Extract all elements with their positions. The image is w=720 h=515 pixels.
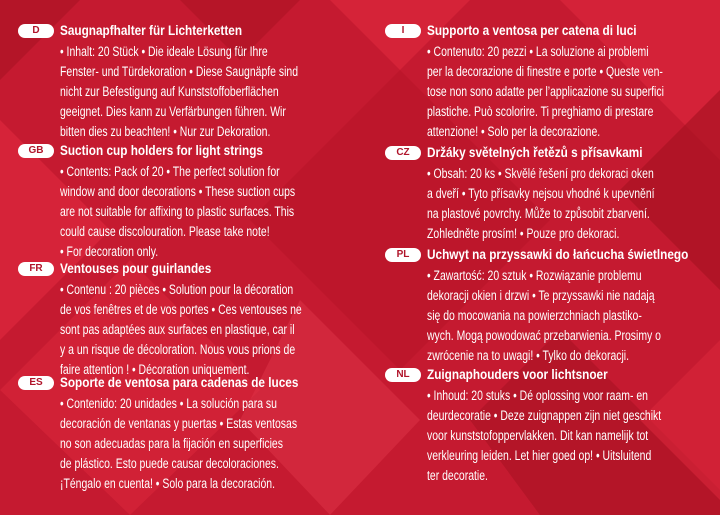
section-title: Zuignaphouders voor lichtsnoer — [427, 367, 608, 382]
language-badge-d: D — [18, 24, 54, 38]
section-title: Saugnapfhalter für Lichterketten — [60, 23, 243, 38]
section-body: • Contenu : 20 pièces • Solution pour la décoration de vos fenêtres et de vos portes • Ces ventouses ne sont pas adaptées aux surfaces en plastique, car il y a un risque de décoloration. Nous vous prions de faire attention ! • Décoration uniquement. — [60, 282, 302, 377]
section-body: • Zawartość: 20 sztuk • Rozwiązanie problemu dekoracji okien i drzwi • Te przyssawki nie nadają się do mocowania na powierzchniach plastiko- wych. Mogą powodować przebarwienia. Prosimy o zwrócenie na to uwagi! • Tylko do dekoracji. — [427, 268, 661, 363]
language-badge-nl: NL — [385, 368, 421, 382]
section-title: Supporto a ventosa per catena di luci — [427, 23, 637, 38]
section-body: • Contenido: 20 unidades • La solución para su decoración de ventanas y puertas • Estas ventosas no son adecuadas para la fijación en superficies de plástico. Esto puede causar decoloraciones. ¡Téngalo en cuenta! • Solo para la decoración. — [60, 396, 298, 491]
section-title: Uchwyt na przyssawki do łańcucha świetlnego — [427, 247, 689, 262]
section-body: • Contenuto: 20 pezzi • La soluzione ai problemi per la decorazione di finestre e porte • Queste ven- tose non sono adatte per l’applicazione su superfici plastiche. Può scolorire. Ti preghiamo di prestare attenzione! • Solo per la decorazione. — [427, 44, 664, 139]
section-title: Soporte de ventosa para cadenas de luces — [60, 375, 299, 390]
language-badge-pl: PL — [385, 248, 421, 262]
language-badge-cz: CZ — [385, 146, 421, 160]
section-title: Suction cup holders for light strings — [60, 143, 263, 158]
section-title: Ventouses pour guirlandes — [60, 261, 212, 276]
section-body: • Obsah: 20 ks • Skvělé řešení pro dekoraci oken a dveří • Tyto přísavky nejsou vhodné k upevnění na plastové povrchy. Může to způsobit zbarvení. Zohledněte prosím! • Pouze pro dekoraci. — [427, 166, 655, 241]
language-badge-fr: FR — [18, 262, 54, 276]
language-badge-es: ES — [18, 376, 54, 390]
language-badge-i: I — [385, 24, 421, 38]
section-title: Držáky světelných řetězů s přísavkami — [427, 145, 643, 160]
section-body: • Inhoud: 20 stuks • Dé oplossing voor raam- en deurdecoratie • Deze zuignappen zijn niet geschikt voor kunststofoppervlakken. Dit kan namelijk tot verkleuring leiden. Let hier goed op! • Uitsluitend ter decoratie. — [427, 388, 662, 483]
language-badge-gb: GB — [18, 144, 54, 158]
section-body: • Contents: Pack of 20 • The perfect solution for window and door decorations • These suction cups are not suitable for affixing to plastic surfaces. This could cause discolouration. Please take note! • For decoration only. — [60, 164, 296, 259]
section-body: • Inhalt: 20 Stück • Die ideale Lösung für Ihre Fenster- und Türdekoration • Diese Saugnäpfe sind nicht zur Befestigung auf Kunststoffoberflächen geeignet. Dies kann zu Verfärbungen führen. Wir bitten dies zu beachten! • Nur zur Dekoration. — [60, 44, 299, 139]
